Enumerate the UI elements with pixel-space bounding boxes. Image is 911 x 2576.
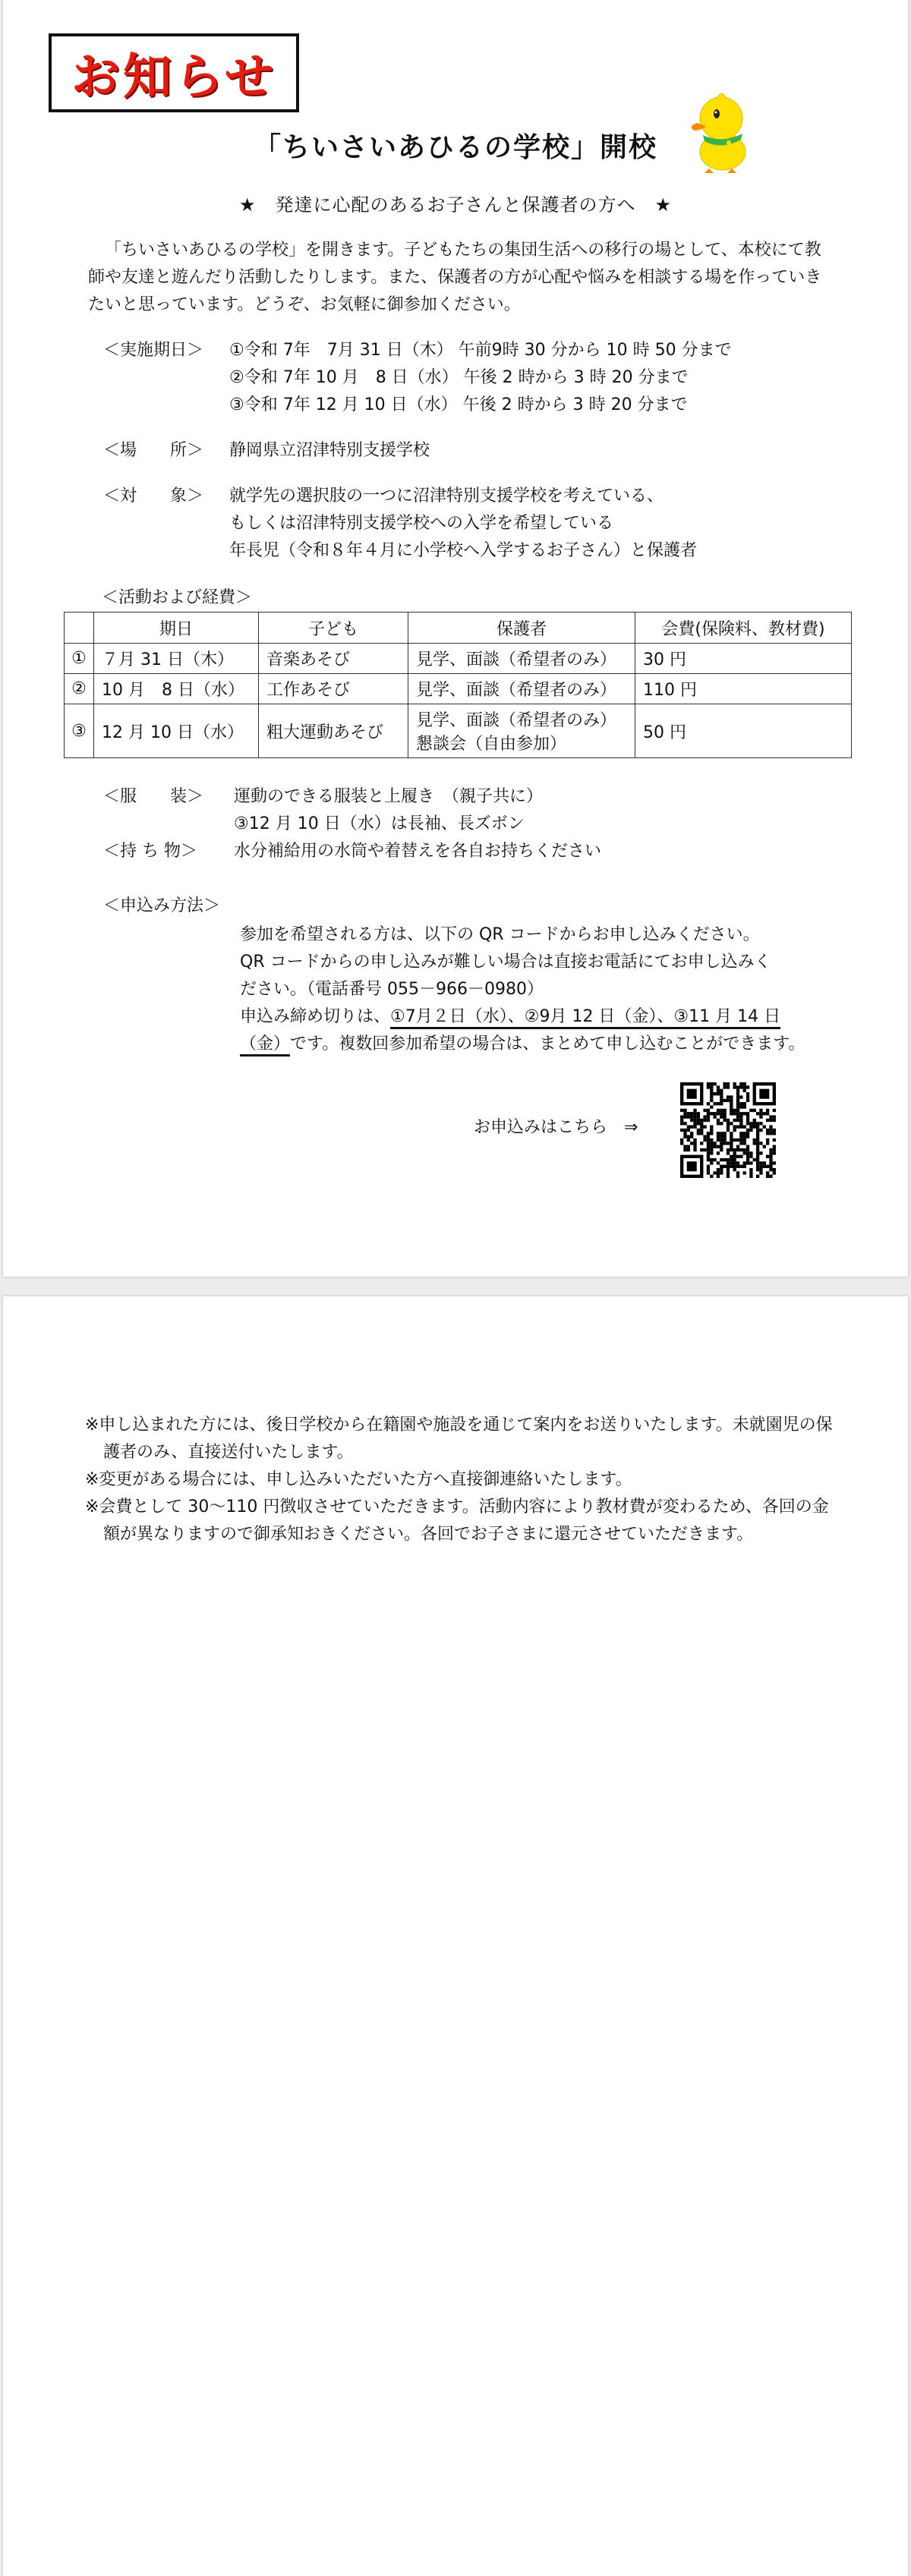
application-line-3: ださい。（電話番号 055－966－0980）	[240, 980, 544, 999]
application-line-1: 参加を希望される方は、以下の QR コードからお申し込みください。	[240, 925, 760, 944]
table-row	[65, 674, 852, 704]
table-row	[65, 704, 852, 758]
notice-badge-text: お知らせ	[71, 49, 277, 105]
target-label: ＜対 象＞	[103, 487, 204, 505]
schedule-label: ＜実施期日＞	[103, 341, 204, 360]
row-fee: 110 円	[635, 674, 852, 704]
row-number: ③	[65, 704, 94, 758]
belongings-label: ＜持 ち 物＞	[103, 842, 197, 861]
table-header: 会費(保険料、教材費)	[635, 613, 852, 644]
table-row	[65, 644, 852, 674]
row-number: ②	[65, 674, 94, 704]
activities-table	[64, 612, 852, 758]
table-header: 子ども	[259, 613, 408, 644]
table-header: 保護者	[408, 613, 635, 644]
application-line-2: QR コードからの申し込みが難しい場合は直接お電話にてお申し込みく	[240, 953, 771, 972]
table-header: 期日	[94, 613, 259, 644]
row-date: ７月 31 日（木）	[94, 644, 259, 674]
row-date: 12 月 10 日（水）	[94, 704, 259, 758]
page-1	[3, 0, 908, 1277]
note-item: ※申し込まれた方には、後日学校から在籍園や施設を通じて案内をお送りいたします。未就園児の保護者のみ、直接送付いたします。	[85, 1416, 833, 1462]
target-line-3: 年長児（令和８年４月に小学校へ入学するお子さん）と保護者	[229, 541, 698, 560]
row-parent-activity-line-1: 見学、面談（希望者のみ）	[416, 711, 617, 730]
place-value: 静岡県立沼津特別支援学校	[229, 441, 430, 460]
deadline-prefix: 申込み締め切りは、	[240, 1007, 391, 1026]
row-child-activity: 粗大運動あそび	[259, 704, 408, 758]
row-date: 10 月 8 日（水）	[94, 674, 259, 704]
application-label: ＜申込み方法＞	[103, 896, 221, 915]
place-label: ＜場 所＞	[103, 441, 204, 460]
qr-label: お申込みはこちら ⇒	[474, 1118, 638, 1137]
qr-code[interactable]	[680, 1082, 776, 1178]
clothing-label: ＜服 装＞	[103, 787, 204, 806]
schedule-date-3: ③令和 7年 12 月 10 日（水） 午後 2 時から 3 時 20 分まで	[229, 395, 688, 414]
table-header-row	[65, 613, 852, 644]
note-item: ※会費として 30～110 円徴収させていただきます。活動内容により教材費が変わるため、各回の金額が異なりますので御承知おきください。各回でお子さまに還元させていただきます。	[85, 1497, 829, 1544]
row-fee: 30 円	[635, 644, 852, 674]
duckling-illustration	[683, 85, 762, 175]
target-line-2: もしくは沼津特別支援学校への入学を希望している	[229, 514, 614, 533]
clothing-line-1: 運動のできる服装と上履き （親子共に）	[234, 787, 544, 806]
row-child-activity: 音楽あそび	[259, 644, 408, 674]
subtitle: ★ 発達に心配のあるお子さんと保護者の方へ ★	[238, 194, 673, 216]
belongings-value: 水分補給用の水筒や着替えを各自お持ちください	[234, 842, 602, 861]
note-item: ※変更がある場合には、申し込みいただいた方へ直接御連絡いたします。	[85, 1470, 632, 1489]
row-child-activity: 工作あそび	[259, 674, 408, 704]
target-line-1: 就学先の選択肢の一つに沼津特別支援学校を考えている、	[229, 487, 664, 505]
row-parent-activity: 見学、面談（希望者のみ）	[408, 674, 635, 704]
deadline-line-1	[240, 1003, 780, 1031]
row-parent-activity-line-2: 懇談会（自由参加）	[416, 735, 567, 754]
deadline-dates-cont: （金）	[240, 1034, 290, 1057]
schedule-date-1: ①令和 7年 7月 31 日（木） 午前9時 30 分から 10 時 50 分まで	[229, 341, 732, 360]
row-parent-activity: 見学、面談（希望者のみ）	[408, 644, 635, 674]
intro-paragraph: 「ちいさいあひるの学校」を開きます。子どもたちの集団生活への移行の場として、本校にて教師や友達と遊んだり活動したりします。また、保護者の方が心配や悩みを相談する場を作っていきたいと思っています。どうぞ、お気軽に御参加ください。	[88, 241, 822, 314]
table-header	[65, 613, 94, 644]
row-fee: 50 円	[635, 704, 852, 758]
deadline-suffix: です。複数回参加希望の場合は、まとめて申し込むことができます。	[290, 1034, 805, 1053]
deadline-dates: ①7月２日（水）、②9月 12 日（金）、③11 月 14 日	[390, 1007, 780, 1029]
row-parent-activity	[408, 704, 635, 758]
schedule-date-2: ②令和 7年 10 月 8 日（水） 午後 2 時から 3 時 20 分まで	[229, 368, 689, 387]
deadline-line-2	[240, 1031, 805, 1058]
clothing-line-2: ③12 月 10 日（水）は長袖、長ズボン	[234, 814, 525, 833]
page-title: 「ちいさいあひるの学校」開校	[253, 132, 657, 163]
notice-badge	[49, 33, 299, 112]
page-2	[3, 1296, 908, 2576]
row-number: ①	[65, 644, 94, 674]
activities-heading: ＜活動および経費＞	[102, 588, 253, 607]
notes	[85, 1412, 837, 1548]
